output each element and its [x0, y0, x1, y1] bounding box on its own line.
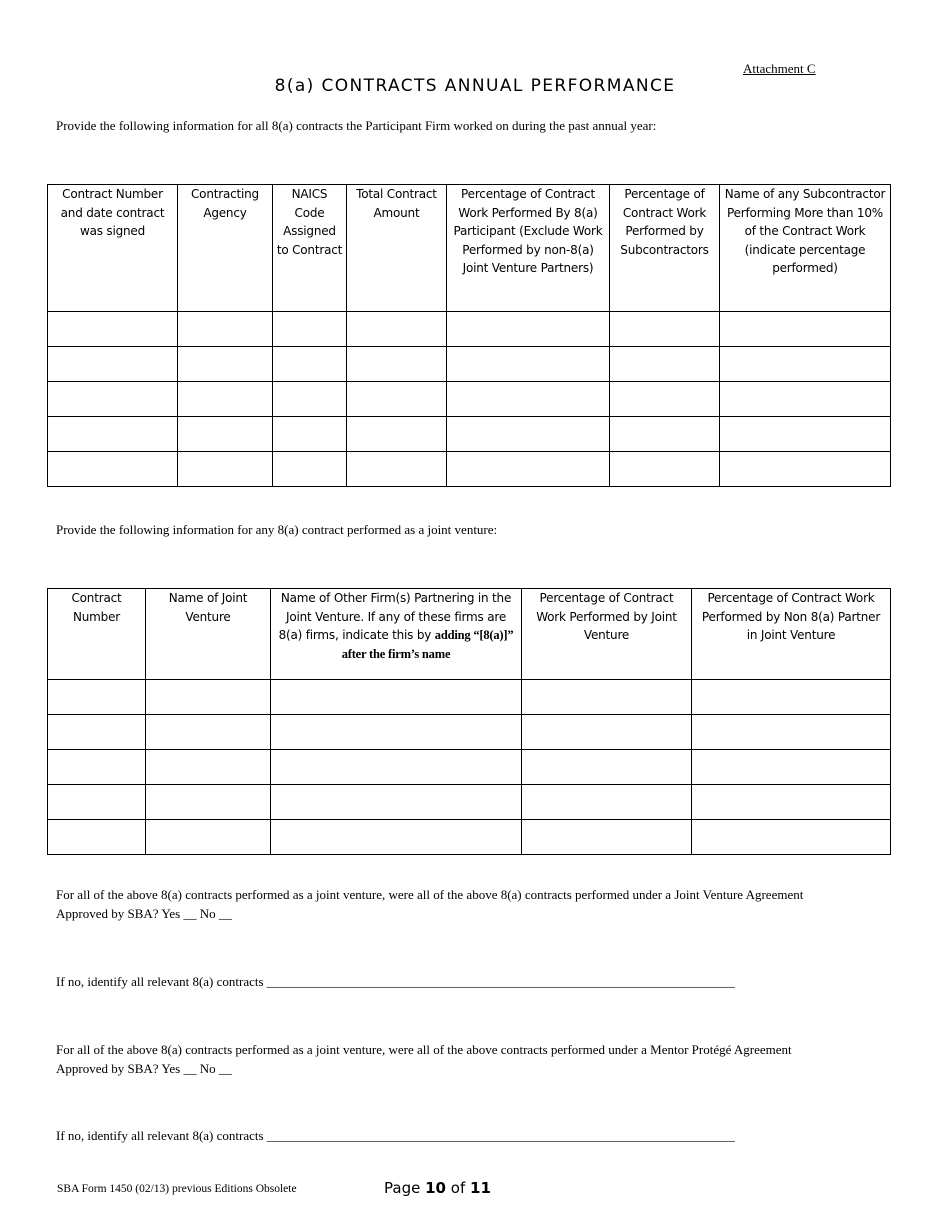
mentor-protege-question [56, 1040, 792, 1078]
table-cell[interactable] [178, 417, 273, 452]
table-row [48, 382, 891, 417]
table-cell[interactable] [48, 715, 146, 750]
col-contracting-agency: Contracting Agency [178, 185, 273, 312]
table-cell[interactable] [271, 750, 522, 785]
col-jv-contract-number: Contract Number [48, 589, 146, 680]
col-jv-name: Name of Joint Venture [146, 589, 271, 680]
col-subcontractor-percentage: Percentage of Contract Work Performed by Subcontractors [610, 185, 720, 312]
page-prefix: Page [384, 1179, 421, 1197]
table-cell[interactable] [447, 382, 610, 417]
table-cell[interactable] [178, 312, 273, 347]
table-cell[interactable] [447, 347, 610, 382]
table-row [48, 820, 891, 855]
table-cell[interactable] [720, 312, 891, 347]
table-row [48, 750, 891, 785]
table-cell[interactable] [522, 680, 692, 715]
table-cell[interactable] [610, 312, 720, 347]
form-number-footer: SBA Form 1450 (02/13) previous Editions Obsolete [57, 1183, 297, 1195]
table-cell[interactable] [146, 750, 271, 785]
table-cell[interactable] [178, 382, 273, 417]
table-cell[interactable] [692, 680, 891, 715]
page-total: 11 [470, 1179, 491, 1197]
table-cell[interactable] [522, 820, 692, 855]
table-cell[interactable] [720, 452, 891, 487]
table1-instructions: Provide the following information for all 8(a) contracts the Participant Firm worked on during the past annual year: [56, 118, 657, 133]
table-cell[interactable] [271, 715, 522, 750]
table-row [48, 417, 891, 452]
mentor-protege-question-line1: For all of the above 8(a) contracts performed as a joint venture, were all of the above contracts performed under a Mentor Protégé Agreement [56, 1042, 792, 1057]
col-jv-partner-firms [271, 589, 522, 680]
table-header-row [48, 589, 891, 680]
table-cell[interactable] [347, 347, 447, 382]
table-cell[interactable] [48, 820, 146, 855]
table-cell[interactable] [271, 785, 522, 820]
table-cell[interactable] [146, 680, 271, 715]
table-cell[interactable] [48, 785, 146, 820]
joint-venture-table [47, 588, 891, 855]
col-naics-code: NAICS Code Assigned to Contract [273, 185, 347, 312]
jv-agreement-question-line2: Approved by SBA? Yes __ No __ [56, 906, 232, 921]
col-total-amount: Total Contract Amount [347, 185, 447, 312]
table-cell[interactable] [347, 417, 447, 452]
table-cell[interactable] [522, 715, 692, 750]
mentor-protege-followup: If no, identify all relevant 8(a) contracts ________________________________________________________________________ [56, 1128, 735, 1143]
table-header-row [48, 185, 891, 312]
table-cell[interactable] [522, 785, 692, 820]
table-cell[interactable] [720, 417, 891, 452]
page-current: 10 [425, 1179, 446, 1197]
table-cell[interactable] [610, 452, 720, 487]
table-row [48, 785, 891, 820]
table2-instructions: Provide the following information for any 8(a) contract performed as a joint venture: [56, 522, 498, 537]
table-cell[interactable] [720, 382, 891, 417]
col-jv-percentage: Percentage of Contract Work Performed by Joint Venture [522, 589, 692, 680]
table-cell[interactable] [273, 312, 347, 347]
col-participant-percentage: Percentage of Contract Work Performed By 8(a) Participant (Exclude Work Performed by non-8(a) Joint Venture Partners) [447, 185, 610, 312]
col-non8a-partner-percentage: Percentage of Contract Work Performed by Non 8(a) Partner in Joint Venture [692, 589, 891, 680]
table-cell[interactable] [273, 417, 347, 452]
table-cell[interactable] [146, 820, 271, 855]
table-cell[interactable] [347, 312, 447, 347]
table-cell[interactable] [273, 452, 347, 487]
table-cell[interactable] [447, 312, 610, 347]
jv-agreement-question [56, 885, 803, 923]
attachment-label: Attachment C [743, 61, 816, 76]
table-row [48, 312, 891, 347]
table-cell[interactable] [610, 382, 720, 417]
page-title: 8(a) CONTRACTS ANNUAL PERFORMANCE [274, 76, 676, 96]
table-row [48, 347, 891, 382]
contracts-table-body [48, 312, 891, 487]
table-cell[interactable] [48, 312, 178, 347]
table-cell[interactable] [720, 347, 891, 382]
table-row [48, 715, 891, 750]
contracts-table [47, 184, 891, 487]
table-cell[interactable] [692, 785, 891, 820]
table-cell[interactable] [271, 820, 522, 855]
jv-agreement-followup: If no, identify all relevant 8(a) contracts ________________________________________________________________________ [56, 974, 735, 989]
jv-agreement-question-line1: For all of the above 8(a) contracts performed as a joint venture, were all of the above 8(a) contracts performed under a Joint Venture Agreement [56, 887, 804, 902]
table-cell[interactable] [48, 750, 146, 785]
page-number [384, 1179, 491, 1197]
table-cell[interactable] [692, 750, 891, 785]
table-cell[interactable] [178, 452, 273, 487]
table-cell[interactable] [146, 715, 271, 750]
table-cell[interactable] [146, 785, 271, 820]
table-cell[interactable] [48, 452, 178, 487]
table-row [48, 680, 891, 715]
jv-partner-firms-bold-text: adding “[8(a)]” after the firm’s name [341, 628, 514, 661]
table-cell[interactable] [347, 452, 447, 487]
jv-partner-firms-text: Name of Other Firm(s) Partnering in the Joint Venture. If any of these firms are 8(a) firms, indicate this by [278, 591, 512, 642]
table-cell[interactable] [48, 347, 178, 382]
table-cell[interactable] [347, 382, 447, 417]
joint-venture-table-body [48, 680, 891, 855]
table-cell[interactable] [48, 417, 178, 452]
table-cell[interactable] [48, 680, 146, 715]
table-cell[interactable] [522, 750, 692, 785]
table-cell[interactable] [692, 715, 891, 750]
col-contract-number-date: Contract Number and date contract was signed [48, 185, 178, 312]
table-cell[interactable] [48, 382, 178, 417]
table-cell[interactable] [273, 347, 347, 382]
table-cell[interactable] [178, 347, 273, 382]
table-cell[interactable] [692, 820, 891, 855]
mentor-protege-question-line2: Approved by SBA? Yes __ No __ [56, 1061, 232, 1076]
table-cell[interactable] [273, 382, 347, 417]
col-subcontractor-name: Name of any Subcontractor Performing More than 10% of the Contract Work (indicate percentage performed) [720, 185, 891, 312]
table-cell[interactable] [271, 680, 522, 715]
table-cell[interactable] [447, 452, 610, 487]
table-cell[interactable] [610, 417, 720, 452]
table-cell[interactable] [610, 347, 720, 382]
table-row [48, 452, 891, 487]
page-of: of [450, 1179, 466, 1197]
table-cell[interactable] [447, 417, 610, 452]
